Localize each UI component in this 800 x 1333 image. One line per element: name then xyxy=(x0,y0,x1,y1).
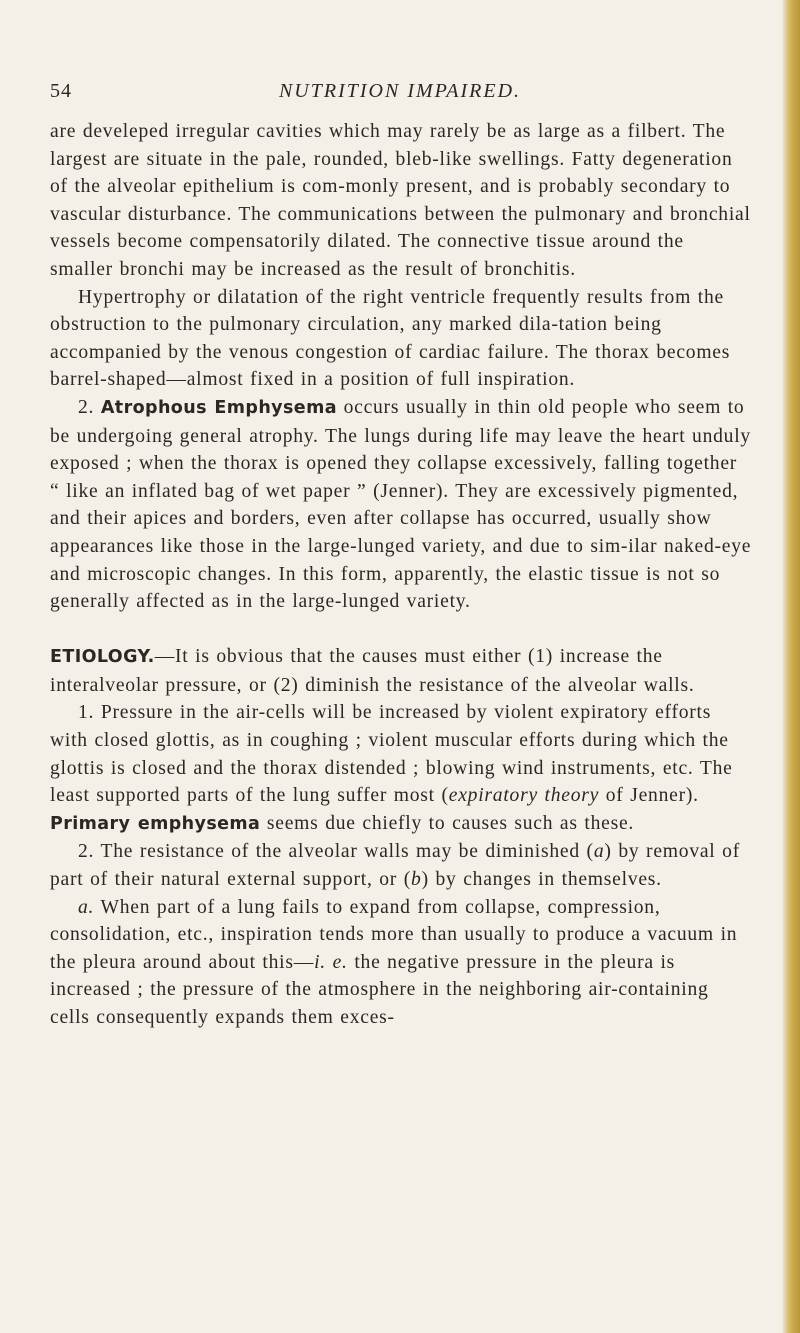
paragraph-text: of Jenner). xyxy=(599,785,699,807)
paragraph-text: 2. The resistance of the alveolar walls may be diminished ( xyxy=(78,841,594,863)
paragraph-cavities: are develeped irregular cavities which may rarely be as large as a filbert. The largest are situate in the pale, rounded, bleb-like swellings. Fatty degeneration of the alveolar epithelium is com-monly present, and is probably secondary to vascular disturbance. The communications between the pulmonary and bronchial vessels become compensatorily dilated. The connective tissue around the smaller bronchi may be increased as the result of bronchitis. xyxy=(50,121,751,280)
section-heading-atrophous: Atrophous Emphysema xyxy=(100,397,337,418)
paragraph-pressure xyxy=(50,699,752,838)
paragraph-text: —It is obvious that the causes must either (1) increase the interalveolar pressure, or (2) diminish the resistance of the alveolar walls. xyxy=(50,646,695,696)
bold-term-primary-emphysema: Primary emphysema xyxy=(50,813,261,834)
paragraph-collapse xyxy=(50,894,752,1032)
paragraph-text: occurs usually in thin old people who seem to be undergoing general atrophy. The lungs during life may leave the heart unduly exposed ; when the thorax is opened they collapse excessively, falling together “ like an inflated bag of wet paper ” (Jenner). They are excessively pigmented, and their apices and borders, even after collapse has occurred, usually show appearances like those in the large-lunged variety, and due to sim-ilar naked-eye and microscopic changes. In this form, apparently, the elastic tissue is not so generally affected as in the large-lunged variety. xyxy=(50,396,752,613)
paragraph-etiology xyxy=(50,643,752,699)
gilt-page-edge xyxy=(782,0,800,1333)
paragraph-atrophous-emphysema xyxy=(50,394,752,616)
paragraph-text: When part of a lung fails to expand from collapse, compression, consolidation, etc., inspiration tends more than usually to produce a vacuum in the pleura around about this— xyxy=(50,896,738,973)
page-number: 54 xyxy=(50,80,72,102)
page-header xyxy=(50,80,750,110)
list-number: 2. xyxy=(78,396,95,418)
paragraph-text: 1. Pressure in the air-cells will be increased by violent expiratory efforts with closed glottis, as in coughing ; violent muscular efforts during which the glottis is closed and the thorax distended ; blowing wind instruments, etc. The least supported parts of the lung suffer most ( xyxy=(50,702,733,807)
paragraph-text: ) by changes in themselves. xyxy=(421,869,662,891)
italic-letter: a xyxy=(593,841,605,863)
section-gap xyxy=(50,616,752,644)
italic-abbreviation: i. e. xyxy=(314,951,348,973)
paragraph-text: the negative pressure in the pleura is increased ; the pressure of the atmosphere in the neighboring air-containing cells consequently expands them exces- xyxy=(50,951,709,1028)
paragraph-hypertrophy: Hypertrophy or dilatation of the right ventricle frequently results from the obstruction to the pulmonary circulation, any marked dila-tation being accompanied by the venous congestion of cardiac failure. The thorax becomes barrel-shaped—almost fixed in a position of full inspiration. xyxy=(50,286,731,391)
italic-letter: b xyxy=(411,869,422,891)
paragraph-text: seems due chiefly to causes such as these. xyxy=(260,812,635,834)
page-body xyxy=(50,118,752,1032)
section-heading-etiology: ETIOLOGY. xyxy=(50,647,155,668)
italic-term: expiratory theory xyxy=(448,785,600,807)
paragraph-text: ) by removal of part of their natural external support, or ( xyxy=(50,841,740,891)
running-head: NUTRITION IMPAIRED. xyxy=(278,80,522,102)
italic-letter: a. xyxy=(78,896,95,918)
paragraph-resistance xyxy=(50,838,752,893)
